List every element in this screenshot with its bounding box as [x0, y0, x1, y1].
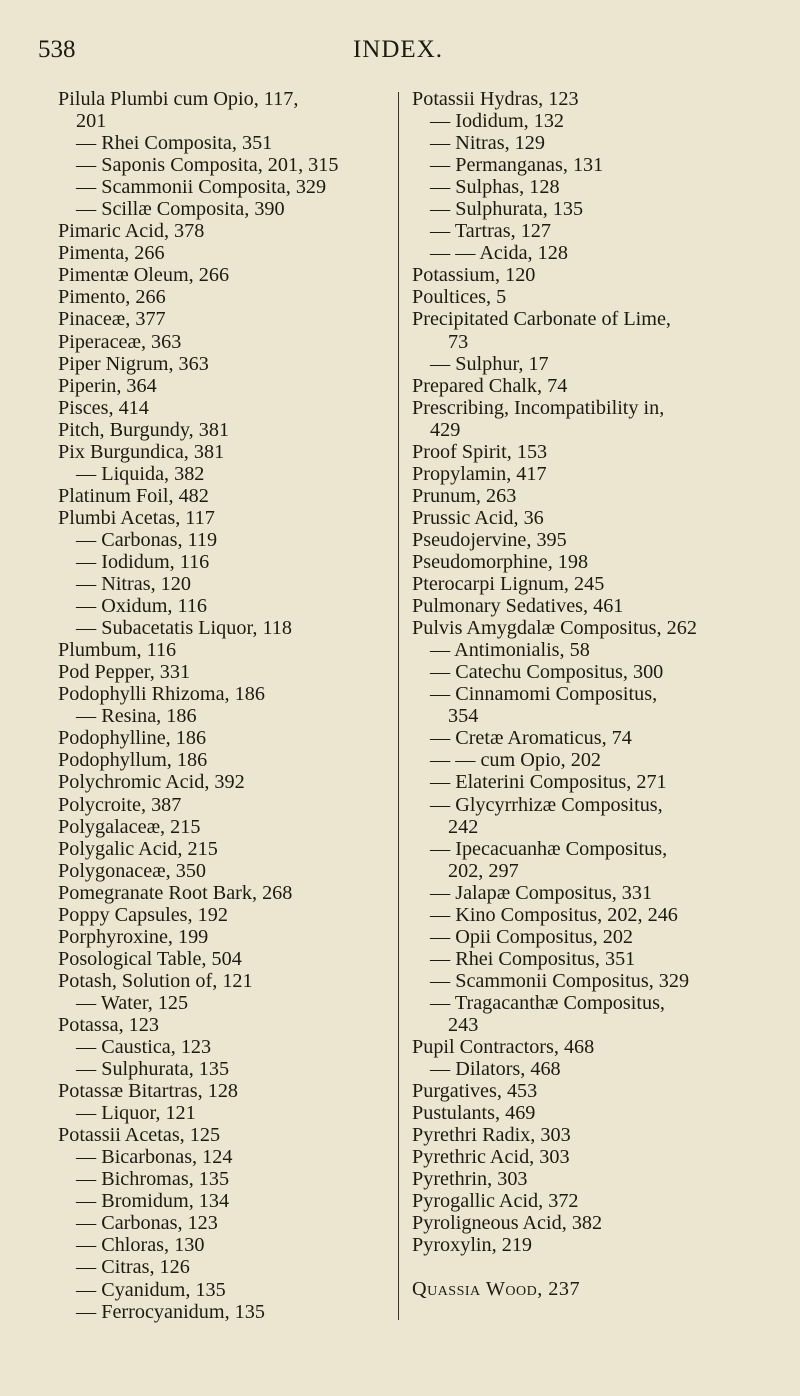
index-entry: — Bichromas, 135	[76, 1168, 230, 1191]
index-entry: Podophylline, 186	[58, 727, 207, 750]
index-entry: Prunum, 263	[412, 484, 517, 507]
index-entry: — Scammonii Composita, 329	[76, 176, 327, 199]
index-entry: Podophyllum, 186	[58, 749, 208, 772]
index-entry: — Iodidum, 132	[430, 110, 565, 133]
index-entry: Potash, Solution of, 121	[58, 969, 253, 992]
index-entry: Pseudomorphine, 198	[412, 550, 589, 573]
index-entry: — Scammonii Compositus, 329	[430, 969, 690, 992]
index-entry: — Cretæ Aromaticus, 74	[430, 727, 632, 750]
index-entry: Pimentæ Oleum, 266	[58, 264, 230, 287]
index-entry: Prescribing, Incompatibility in,	[412, 396, 665, 419]
index-entry: Podophylli Rhizoma, 186	[58, 683, 265, 706]
index-entry: — Catechu Compositus, 300	[430, 661, 664, 684]
index-entry: — Tartras, 127	[430, 220, 551, 243]
index-entry: Pulmonary Sedatives, 461	[412, 595, 624, 618]
index-entry: — Dilators, 468	[430, 1058, 561, 1081]
index-entry: Pyrogallic Acid, 372	[412, 1190, 579, 1213]
index-entry: Piperaceæ, 363	[58, 330, 182, 353]
index-entry: — Permanganas, 131	[430, 154, 604, 177]
right-index-column	[412, 88, 787, 1301]
index-entry: — — cum Opio, 202	[430, 749, 602, 772]
index-entry: — Iodidum, 116	[76, 550, 210, 573]
index-entry: — Rhei Compositus, 351	[430, 947, 636, 970]
index-entry: Purgatives, 453	[412, 1080, 538, 1103]
page-header	[38, 36, 758, 76]
index-entry: 73	[448, 330, 469, 353]
index-entry: — Water, 125	[76, 991, 189, 1014]
index-entry: Polygalaceæ, 215	[58, 815, 201, 838]
index-entry: Potassii Acetas, 125	[58, 1124, 221, 1147]
index-entry: — Antimonialis, 58	[430, 639, 590, 662]
column-divider	[398, 92, 399, 1320]
index-entry: Plumbi Acetas, 117	[58, 506, 215, 529]
index-entry: Pinaceæ, 377	[58, 308, 166, 331]
index-entry: Polychromic Acid, 392	[58, 771, 245, 794]
index-entry: Piper Nigrum, 363	[58, 352, 209, 375]
index-entry: — Sulphas, 128	[430, 176, 560, 199]
index-entry: — Rhei Composita, 351	[76, 132, 273, 155]
index-entry: — Sulphurata, 135	[430, 198, 584, 221]
index-entry: — Carbonas, 123	[76, 1212, 218, 1235]
index-entry: — Citras, 126	[76, 1256, 190, 1279]
index-entry: Pyrethric Acid, 303	[412, 1146, 570, 1169]
index-entry: Pyrethri Radix, 303	[412, 1124, 571, 1147]
index-entry: — Cyanidum, 135	[76, 1278, 226, 1301]
index-entry: Plumbum, 116	[58, 639, 177, 662]
index-entry: — Saponis Composita, 201, 315	[76, 154, 339, 177]
index-entry: Pseudojervine, 395	[412, 528, 567, 551]
index-entry: — Ferrocyanidum, 135	[76, 1300, 265, 1323]
index-entry: — — Acida, 128	[430, 242, 568, 265]
index-entry: Pupil Contractors, 468	[412, 1036, 595, 1059]
index-entry: Pimenta, 266	[58, 242, 165, 265]
index-entry: — Subacetatis Liquor, 118	[76, 617, 292, 640]
index-entry: — Scillæ Composita, 390	[76, 198, 285, 221]
index-entry: Polygonaceæ, 350	[58, 859, 207, 882]
index-entry: Pod Pepper, 331	[58, 661, 191, 684]
index-entry: Polygalic Acid, 215	[58, 837, 218, 860]
index-entry: — Bicarbonas, 124	[76, 1146, 233, 1169]
index-entry: — Tragacanthæ Compositus,	[430, 991, 665, 1014]
index-entry: — Opii Compositus, 202	[430, 925, 634, 948]
index-entry: Piperin, 364	[58, 374, 157, 397]
index-entry: — Jalapæ Compositus, 331	[430, 881, 653, 904]
index-entry: — Cinnamomi Compositus,	[430, 683, 658, 706]
index-entry: — Caustica, 123	[76, 1036, 212, 1059]
index-entry: — Oxidum, 116	[76, 595, 208, 618]
index-entry: Precipitated Carbonate of Lime,	[412, 308, 671, 331]
index-entry: 354	[448, 705, 479, 728]
page-number: 538	[38, 36, 76, 63]
index-entry: Pilula Plumbi cum Opio, 117,	[58, 88, 299, 110]
index-entry: 202, 297	[448, 859, 519, 882]
index-entry: Pimento, 266	[58, 286, 166, 309]
index-entry: Pyrethrin, 303	[412, 1168, 528, 1191]
index-entry: Pimaric Acid, 378	[58, 220, 205, 243]
index-entry: Quassia Wood, 237	[412, 1278, 581, 1301]
page-title: INDEX.	[352, 36, 443, 63]
index-entry: Pisces, 414	[58, 396, 149, 419]
index-entry: Pyroxylin, 219	[412, 1234, 533, 1257]
index-entry: — Chloras, 130	[76, 1234, 205, 1257]
index-entry: Pyroligneous Acid, 382	[412, 1212, 603, 1235]
index-entry: — Elaterini Compositus, 271	[430, 771, 667, 794]
index-entry: Platinum Foil, 482	[58, 484, 209, 507]
index-entry: Pustulants, 469	[412, 1102, 536, 1125]
index-entry: 201	[76, 110, 107, 133]
index-entry: — Liquida, 382	[76, 462, 205, 485]
index-entry: — Liquor, 121	[76, 1102, 196, 1125]
index-entry: — Resina, 186	[76, 705, 197, 728]
index-entry: Porphyroxine, 199	[58, 925, 209, 948]
index-entry: Prepared Chalk, 74	[412, 374, 568, 397]
index-entry: — Glycyrrhizæ Compositus,	[430, 793, 663, 816]
index-entry: Potassæ Bitartras, 128	[58, 1080, 239, 1103]
index-entry: — Nitras, 129	[430, 132, 545, 155]
index-entry: Prussic Acid, 36	[412, 506, 544, 529]
index-entry: — Ipecacuanhæ Compositus,	[430, 837, 668, 860]
index-entry: Posological Table, 504	[58, 947, 242, 970]
index-entry: Pomegranate Root Bark, 268	[58, 881, 293, 904]
index-entry: — Sulphur, 17	[430, 352, 549, 375]
left-index-column	[58, 88, 398, 1323]
index-entry: Proof Spirit, 153	[412, 440, 548, 463]
index-entry: — Sulphurata, 135	[76, 1058, 230, 1081]
index-entry: 429	[430, 418, 461, 441]
index-entry: Propylamin, 417	[412, 462, 547, 485]
index-entry: Poultices, 5	[412, 286, 507, 309]
index-entry: Pitch, Burgundy, 381	[58, 418, 230, 441]
index-entry: Potassii Hydras, 123	[412, 88, 579, 110]
index-entry: Pulvis Amygdalæ Compositus, 262	[412, 617, 697, 640]
index-entry: — Nitras, 120	[76, 573, 191, 596]
index-entry: Potassa, 123	[58, 1013, 159, 1036]
index-entry: — Carbonas, 119	[76, 528, 218, 551]
index-entry: Pix Burgundica, 381	[58, 440, 225, 463]
index-entry: Potassium, 120	[412, 264, 536, 287]
index-entry: — Bromidum, 134	[76, 1190, 230, 1213]
index-entry: — Kino Compositus, 202, 246	[430, 903, 678, 926]
index-entry: Poppy Capsules, 192	[58, 903, 228, 926]
index-entry: Pterocarpi Lignum, 245	[412, 573, 605, 596]
index-entry: Polycroite, 387	[58, 793, 182, 816]
index-entry: 242	[448, 815, 479, 838]
index-entry: 243	[448, 1013, 479, 1036]
